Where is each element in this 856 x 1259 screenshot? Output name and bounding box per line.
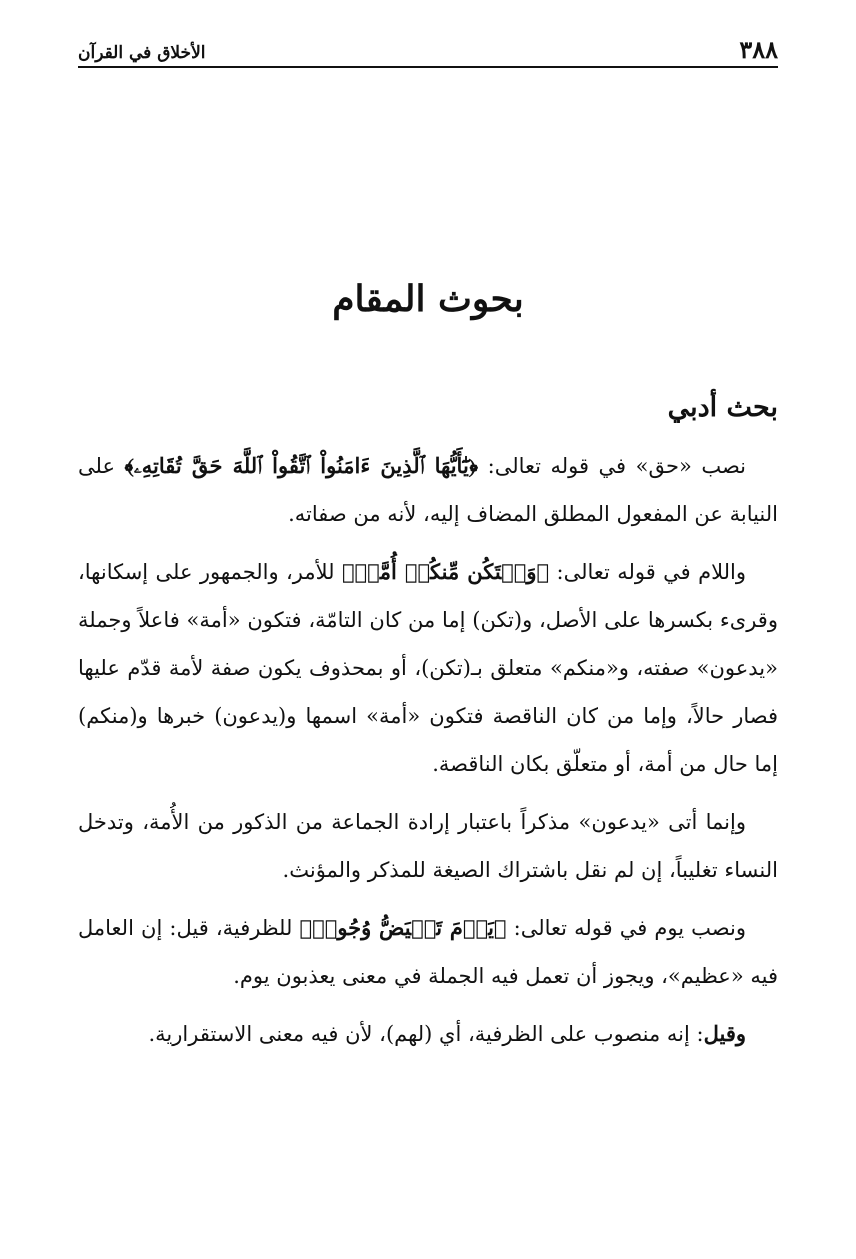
paragraph-text: واللام في قوله تعالى: xyxy=(549,560,747,584)
paragraph-text: للأمر، والجمهور على إسكانها، وقرىء بكسرها على الأصل، و(تكن) إما من كان التامّة، فتكون «أمة» فاعلاً وجملة «يدعون» صفته، و«منكم» متعلق بـ(تكن)، أو بمحذوف يكون صفة لأمة قدّم عليها فصار حالاً، وإما من كان الناقصة فتكون «أمة» اسمها و(يدعون) خبرها و(منكم) إما حال من أمة، أو متعلّق بكان الناقصة. xyxy=(78,560,778,776)
sub-heading: بحث أدبي xyxy=(667,392,778,423)
paragraph-text: نصب «حق» في قوله تعالى: xyxy=(478,454,747,478)
section-title: بحوث المقام xyxy=(332,278,524,320)
page-number: ٣٨٨ xyxy=(739,35,778,64)
lead-word: وقيل xyxy=(703,1021,746,1046)
paragraph-text: وإنما أتى «يدعون» مذكراً باعتبار إرادة الجماعة من الذكور من الأُمة، وتدخل النساء تغليباً، إن لم نقل باشتراك الصيغة للمذكر والمؤنث. xyxy=(78,810,778,882)
book-title: الأخلاق في القرآن xyxy=(78,43,206,63)
paragraph xyxy=(78,904,778,1000)
paragraph-text: ونصب يوم في قوله تعالى: xyxy=(506,916,747,940)
paragraph xyxy=(78,1010,778,1058)
quran-quote: ﴿يَٰٓأَيُّهَا ٱلَّذِينَ ءَامَنُواْ ٱتَّقُواْ ٱللَّهَ حَقَّ تُقَاتِهِۦ﴾ xyxy=(124,453,479,478)
running-header xyxy=(78,32,778,68)
quran-quote: ﴿يَوۡمَ تَبۡيَضُّ وُجُوهٞ﴾ xyxy=(299,915,507,940)
paragraph xyxy=(78,442,778,538)
paragraph-text: على النيابة عن المفعول المطلق المضاف إليه، لأنه من صفاته. xyxy=(78,454,778,526)
paragraph-text: للظرفية، قيل: إن العامل فيه «عظيم»، ويجوز أن تعمل فيه الجملة في معنى يعذبون يوم. xyxy=(78,916,778,988)
paragraph-text: : إنه منصوب على الظرفية، أي (لهم)، لأن فيه معنى الاستقرارية. xyxy=(148,1022,704,1046)
paragraph xyxy=(78,798,778,894)
quran-quote: ﴿وَلۡتَكُن مِّنكُمۡ أُمَّةٞ﴾ xyxy=(341,559,550,584)
body-text xyxy=(78,442,778,1068)
paragraph xyxy=(78,548,778,788)
